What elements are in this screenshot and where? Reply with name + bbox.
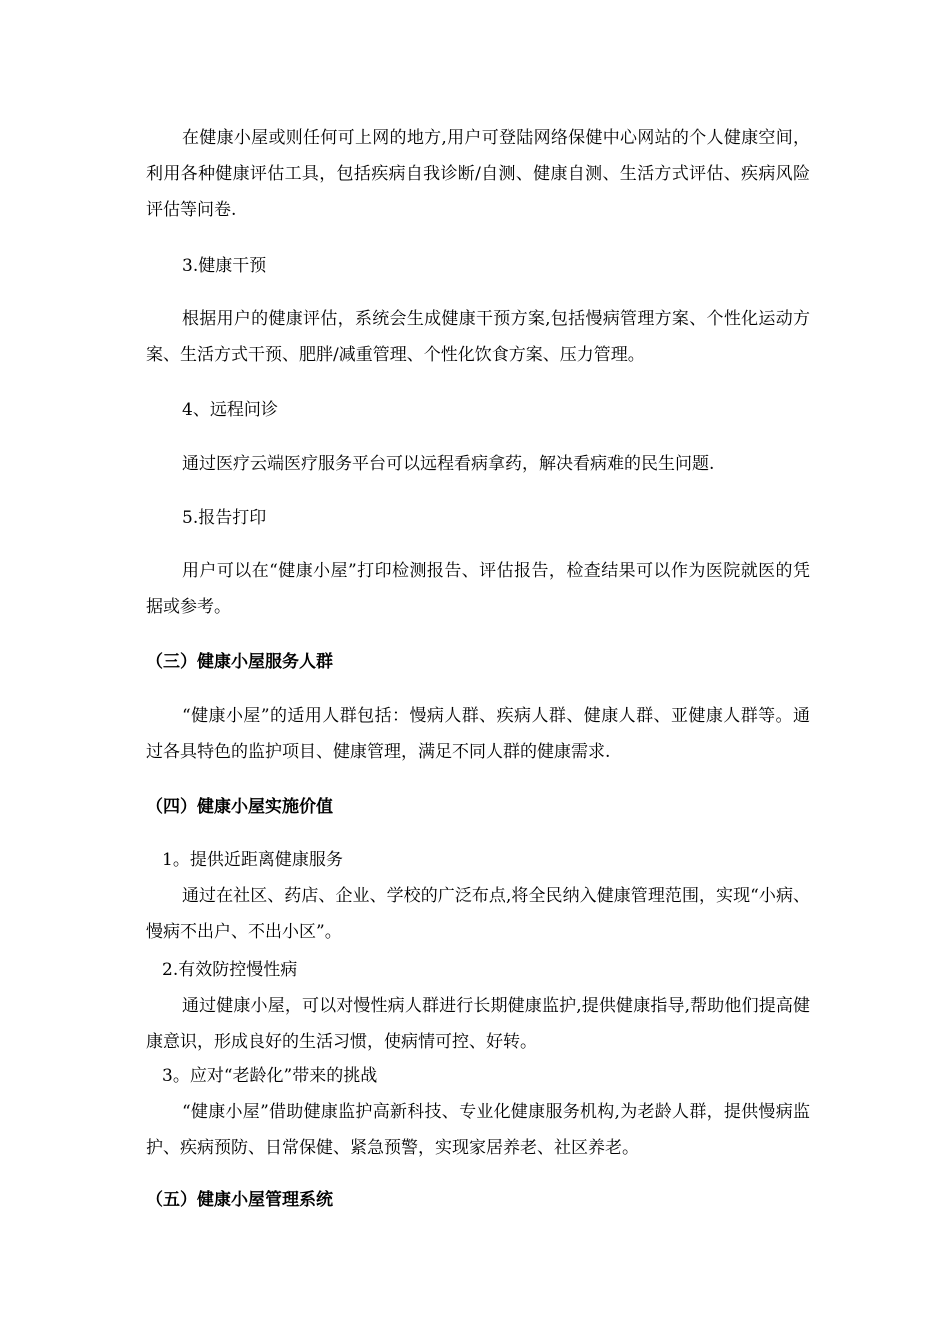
item-title-aging: 3。应对“老龄化”带来的挑战 <box>162 1066 378 1086</box>
paragraph-service-population: “健康小屋”的适用人群包括：慢病人群、疾病人群、健康人群、亚健康人群等。通过各具特色的监护项目、健康管理，满足不同人群的健康需求. <box>146 706 810 762</box>
section-heading-implementation-value: （四）健康小屋实施价值 <box>146 797 333 817</box>
item-title-nearby-service: 1。提供近距离健康服务 <box>162 850 343 870</box>
subheading-report-printing: 5.报告打印 <box>182 508 267 528</box>
item-text-nearby-service: 通过在社区、药店、企业、学校的广泛布点,将全民纳入健康管理范围，实现“小病、慢病不出户、不出小区”。 <box>146 886 810 942</box>
paragraph-report-printing: 用户可以在“健康小屋”打印检测报告、评估报告，检查结果可以作为医院就医的凭据或参考。 <box>146 561 810 617</box>
section-heading-service-population: （三）健康小屋服务人群 <box>146 652 333 672</box>
subheading-health-intervention: 3.健康干预 <box>182 256 267 276</box>
item-text-aging: “健康小屋”借助健康监护高新科技、专业化健康服务机构,为老龄人群，提供慢病监护、疾病预防、日常保健、紧急预警，实现家居养老、社区养老。 <box>146 1102 810 1158</box>
section-heading-management-system: （五）健康小屋管理系统 <box>146 1190 333 1210</box>
paragraph-remote-consultation: 通过医疗云端医疗服务平台可以远程看病拿药，解决看病难的民生问题. <box>182 454 715 474</box>
paragraph-self-assessment: 在健康小屋或则任何可上网的地方,用户可登陆网络保健中心网站的个人健康空间，利用各种健康评估工具，包括疾病自我诊断/自测、健康自测、生活方式评估、疾病风险评估等问卷. <box>146 128 810 220</box>
item-title-chronic-disease: 2.有效防控慢性病 <box>162 960 298 980</box>
subheading-remote-consultation: 4、远程问诊 <box>182 400 278 420</box>
paragraph-health-intervention: 根据用户的健康评估，系统会生成健康干预方案,包括慢病管理方案、个性化运动方案、生活方式干预、肥胖/减重管理、个性化饮食方案、压力管理。 <box>146 309 810 365</box>
item-text-chronic-disease: 通过健康小屋，可以对慢性病人群进行长期健康监护,提供健康指导,帮助他们提高健康意识，形成良好的生活习惯，使病情可控、好转。 <box>146 996 810 1052</box>
